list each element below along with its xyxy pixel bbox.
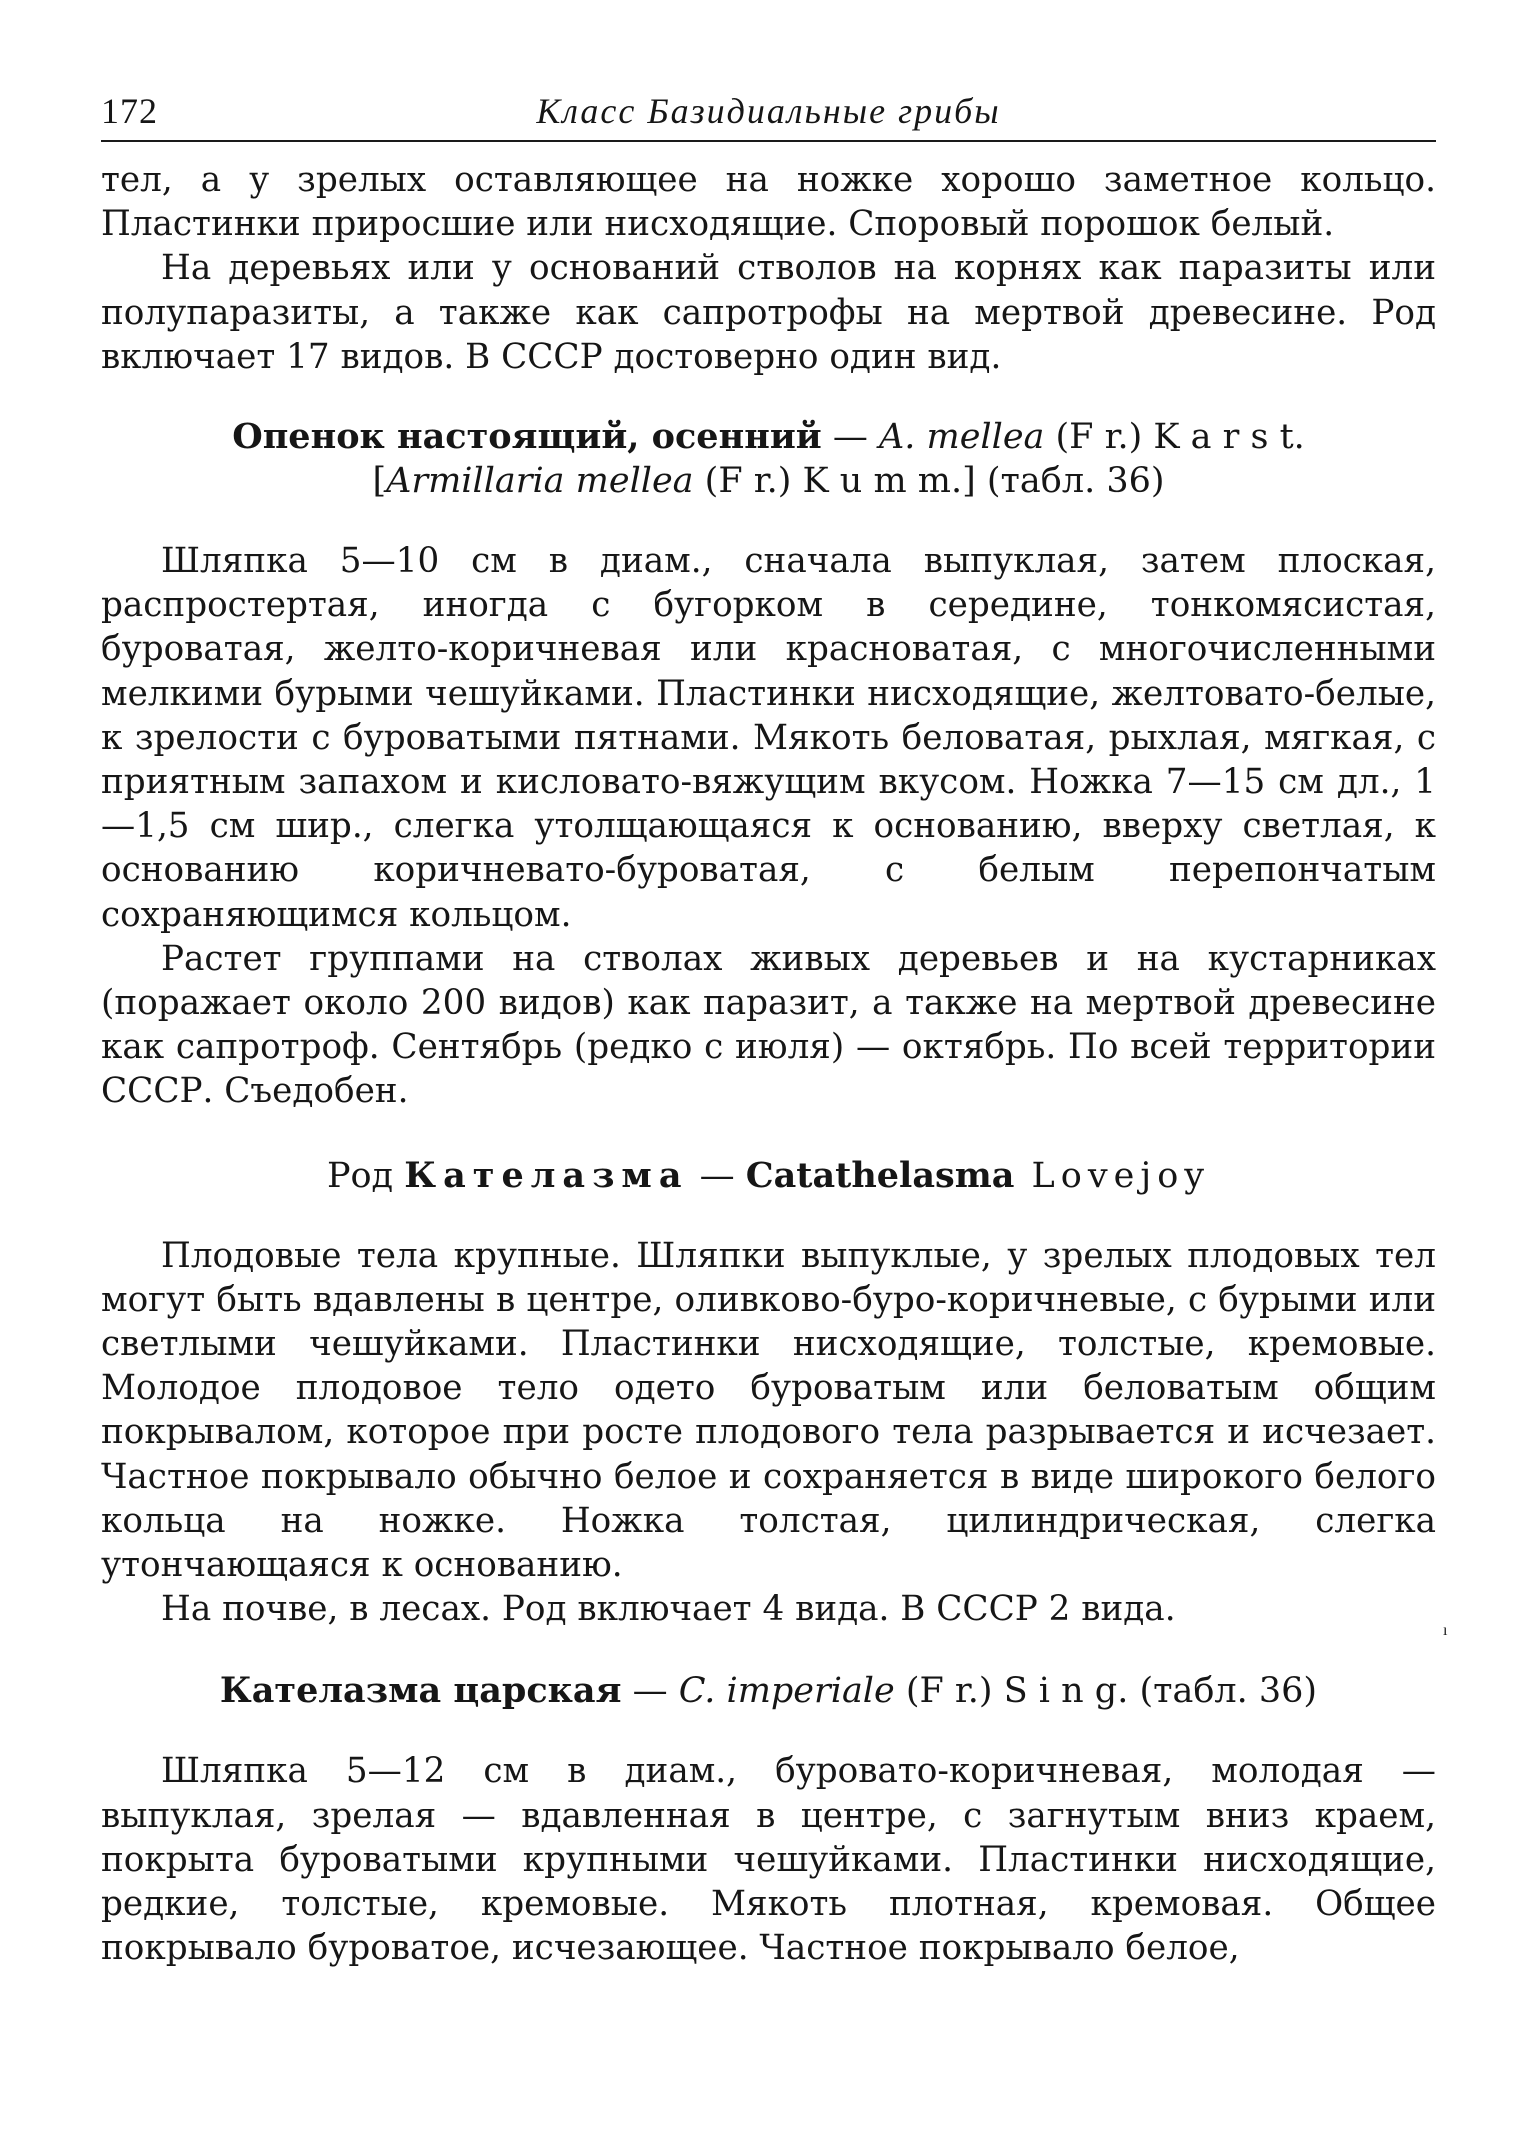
header-rule (101, 140, 1436, 142)
genus-russian-name: Кателазма (404, 1154, 689, 1196)
genus-heading (101, 1154, 1436, 1198)
species-heading-line-2 (101, 459, 1436, 503)
species-latin-name: A. mellea (879, 417, 1045, 458)
species-latin-name: C. imperiale (678, 1671, 895, 1712)
synonym-open-bracket: [ (372, 461, 387, 502)
running-head (101, 90, 1436, 140)
species-common-name: Кателазма царская (219, 1670, 622, 1712)
synonym-author: (F r.) K u m m.] (693, 461, 987, 502)
genus-author: Lovejoy (1014, 1155, 1211, 1196)
marginal-mark: ı (1443, 1622, 1448, 1639)
species-common-name: Опенок настоящий, осенний (232, 416, 822, 458)
species-author-open: (F r.) (1044, 417, 1154, 458)
species-description: Шляпка 5—12 см в диам., буровато-коричневая, молодая — выпуклая, зрелая — вдавленная в центре, с загнутым вниз краем, покрыта буроватыми крупными чешуйками. Пластинки нисходящие, редкие, толстые, кремовые. Мякоть плотная, кремовая. Общее покрывало буроватое, исчезающее. Частное покрывало белое, (101, 1751, 1436, 1969)
genus-latin-name: Catathelasma (745, 1154, 1015, 1196)
running-title: Класс Базидиальные грибы (536, 91, 1001, 131)
species-author: S i n g. (1003, 1671, 1129, 1712)
genus-description: Плодовые тела крупные. Шляпки выпуклые, у зрелых плодовых тел могут быть вдавлены в центре, оливково-буро-коричневые, с бурыми или светлыми чешуйками. Пластинки нисходящие, толстые, кремовые. Молодое плодовое тело одето буроватым или беловатым общим покрывалом, которое при росте плодового тела разрывается и исчезает. Частное покрывало обычно белое и сохраняется в виде широкого белого кольца на ножке. Ножка толстая, цилиндрическая, слегка утончающаяся к основанию. (101, 1235, 1436, 1586)
species-heading-line-1 (101, 415, 1436, 459)
species-author: K a r s t. (1153, 417, 1305, 458)
table-reference: (табл. 36) (1128, 1671, 1318, 1712)
genus-ecology: На почве, в лесах. Род включает 4 вида. В СССР 2 вида. (161, 1589, 1176, 1630)
intro-paragraph-1: тел, а у зрелых оставляющее на ножке хорошо заметное кольцо. Пластинки приросшие или нисходящие. Споровый порошок белый. (101, 160, 1436, 245)
species-heading-catathelasma (101, 1669, 1436, 1713)
species-dash: — (821, 417, 879, 458)
intro-paragraph-2: На деревьях или у оснований стволов на корнях как паразиты или полупаразиты, а также как сапротрофы на мертвой древесине. Род включает 17 видов. В СССР достоверно один вид. (101, 248, 1436, 377)
species-heading-armillaria (101, 415, 1436, 503)
species-dash: — (621, 1671, 679, 1712)
page-number: 172 (101, 91, 158, 131)
synonym-latin-name: Armillaria mellea (386, 461, 694, 502)
genus-prefix: Род (326, 1155, 405, 1196)
document-page (101, 90, 1436, 1971)
species-author-open: (F r.) (894, 1671, 1004, 1712)
genus-dash: — (688, 1155, 746, 1196)
species-ecology: Растет группами на стволах живых деревьев и на кустарниках (поражает около 200 видов) как паразит, а также на мертвой древесине как сапротроф. Сентябрь (редко с июля) — октябрь. По всей территории СССР. Съедобен. (101, 938, 1436, 1112)
species-description: Шляпка 5—10 см в диам., сначала выпуклая, затем плоская, распростертая, иногда с бугорком в середине, тонкомясистая, буроватая, желто-коричневая или красноватая, с многочисленными мелкими бурыми чешуйками. Пластинки нисходящие, желтовато-белые, к зрелости с буроватыми пятнами. Мякоть беловатая, рыхлая, мягкая, с приятным запахом и кисловато-вяжущим вкусом. Ножка 7—15 см дл., 1—1,5 см шир., слегка утолщающаяся к основанию, вверху светлая, к основанию коричневато-буроватая, с белым перепончатым сохраняющимся кольцом. (101, 541, 1436, 935)
table-reference: (табл. 36) (986, 461, 1165, 502)
